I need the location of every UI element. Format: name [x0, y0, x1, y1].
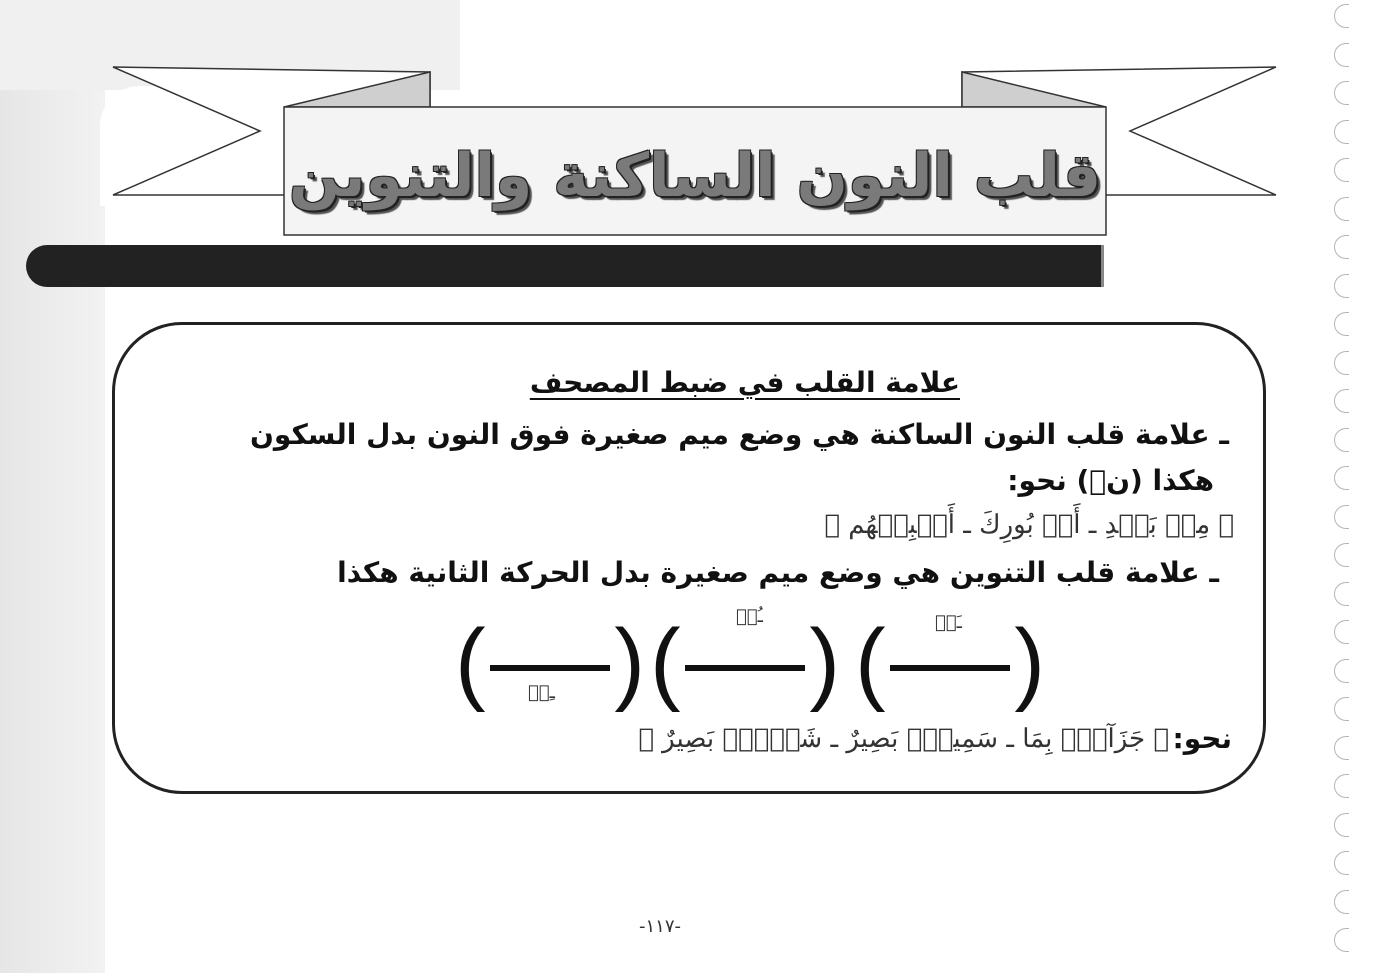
spiral-ring: [1334, 428, 1349, 452]
example-label-tanween: نحو:: [1172, 722, 1232, 755]
rule-tanween-text: ـ علامة قلب التنوين هي وضع ميم صغيرة بدل الحركة الثانية هكذا: [337, 556, 1219, 589]
spiral-ring: [1334, 620, 1349, 644]
spiral-ring: [1334, 736, 1349, 760]
spiral-ring: [1334, 351, 1349, 375]
spiral-ring: [1334, 582, 1349, 606]
tanween-damma-mark: ـُمۢ: [736, 606, 763, 627]
quran-examples-tanween: ﴿ جَزَآءَۢ بِمَا ـ سَمِيعُۢ بَصِيرٌ ـ شَيۡءِۢ بَصِيرٌ ﴾: [638, 724, 1169, 754]
tanween-kasra-symbol: ( ): [455, 611, 645, 713]
spiral-ring: [1334, 543, 1349, 567]
section-heading: علامة القلب في ضبط المصحف: [529, 366, 960, 399]
tanween-fatha-symbol: ( ): [855, 611, 1045, 713]
spiral-ring: [1334, 505, 1349, 529]
spiral-ring: [1334, 659, 1349, 683]
example-intro-text: هكذا (نۢ) نحو:: [1007, 464, 1214, 497]
page-number: -١١٧-: [638, 916, 681, 937]
rule-noon-text: ـ علامة قلب النون الساكنة هي وضع ميم صغيرة فوق النون بدل السكون: [250, 418, 1229, 451]
spiral-ring: [1334, 312, 1349, 336]
page-title: قلب النون الساكنة والتنوين: [288, 141, 1102, 211]
spiral-ring: [1334, 890, 1349, 914]
spiral-ring: [1334, 774, 1349, 798]
spiral-ring: [1334, 466, 1349, 490]
quran-examples-noon: ﴿ مِنۢ بَعۡدِ ـ أَنۢ بُورِكَ ـ أَنۢبِئۡهُم ﴾: [824, 510, 1234, 540]
tanween-damma-symbol: ( ): [650, 611, 840, 713]
spiral-ring: [1334, 389, 1349, 413]
title-underbar: [26, 245, 1104, 287]
spiral-ring: [1334, 813, 1349, 837]
spiral-ring: [1334, 928, 1349, 952]
spiral-ring: [1334, 697, 1349, 721]
spiral-ring: [1334, 851, 1349, 875]
tanween-kasra-mark: ـِمۢ: [528, 682, 555, 703]
tanween-fatha-mark: ـَمۢ: [935, 612, 962, 633]
